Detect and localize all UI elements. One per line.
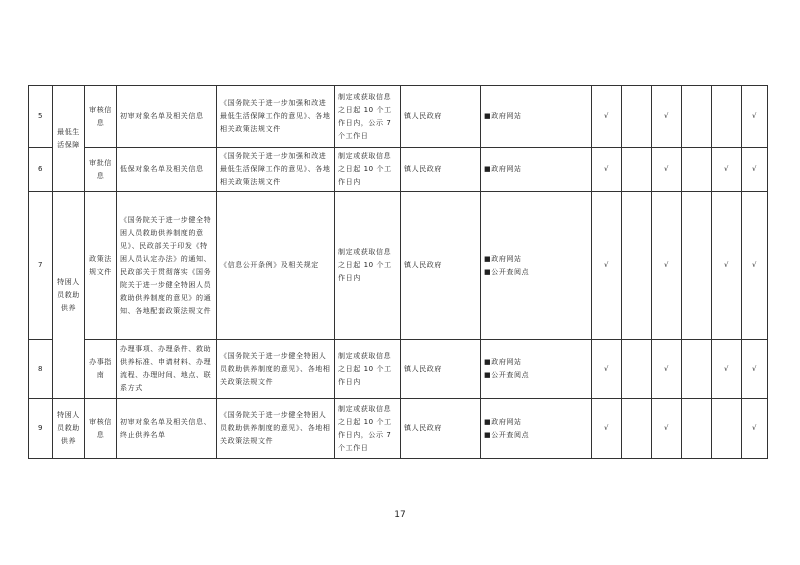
category-cell: 特困人员救助供养 xyxy=(53,192,85,399)
row-number: 9 xyxy=(29,399,53,459)
check-cell: √ xyxy=(592,148,622,192)
category-cell: 特困人员救助供养 xyxy=(53,399,85,459)
timeline-cell: 制定或获取信息之日起 10 个工作日内，公示 7 个工作日 xyxy=(335,86,401,148)
subject-cell: 镇人民政府 xyxy=(401,192,481,340)
check-cell: √ xyxy=(712,192,742,340)
check-cell: √ xyxy=(712,340,742,399)
check-cell xyxy=(682,192,712,340)
basis-cell: 《国务院关于进一步加强和改进最低生活保障工作的意见》、各地相关政策法规文件 xyxy=(217,148,335,192)
check-cell: √ xyxy=(652,399,682,459)
basis-cell: 《国务院关于进一步健全特困人员救助供养制度的意见》、各地相关政策法规文件 xyxy=(217,340,335,399)
check-cell xyxy=(622,399,652,459)
check-cell: √ xyxy=(652,340,682,399)
timeline-cell: 制定或获取信息之日起 10 个工作日内 xyxy=(335,340,401,399)
item-cell: 办事指南 xyxy=(85,340,117,399)
channel-item: ■政府网站 xyxy=(484,417,522,426)
category-cell: 最低生活保障 xyxy=(53,86,85,192)
basis-cell: 《信息公开条例》及相关规定 xyxy=(217,192,335,340)
table-row xyxy=(29,148,768,192)
check-cell xyxy=(622,148,652,192)
basis-cell: 《国务院关于进一步健全特困人员救助供养制度的意见》、各地相关政策法规文件 xyxy=(217,399,335,459)
subject-cell: 镇人民政府 xyxy=(401,86,481,148)
channel-item: ■政府网站 xyxy=(484,112,522,120)
check-cell: √ xyxy=(592,86,622,148)
table-row xyxy=(29,86,768,148)
channel-cell xyxy=(481,192,592,340)
content-cell: 《国务院关于进一步健全特困人员救助供养制度的意见》、民政部关于印发《特困人员认定办法》的通知、民政部关于贯彻落实《国务院关于进一步健全特困人员救助供养制度的意见》的通知、各地配套政策法规文件 xyxy=(117,192,217,340)
table-row xyxy=(29,399,768,459)
table-row xyxy=(29,192,768,340)
check-cell xyxy=(682,148,712,192)
row-number: 8 xyxy=(29,340,53,399)
check-cell xyxy=(712,86,742,148)
subject-cell: 镇人民政府 xyxy=(401,399,481,459)
item-cell: 审核信息 xyxy=(85,86,117,148)
check-cell: √ xyxy=(742,399,768,459)
row-number: 7 xyxy=(29,192,53,340)
row-number: 5 xyxy=(29,86,53,148)
check-cell: √ xyxy=(592,340,622,399)
check-cell xyxy=(622,192,652,340)
timeline-cell: 制定或获取信息之日起 10 个工作日内 xyxy=(335,148,401,192)
channel-cell xyxy=(481,399,592,459)
check-cell xyxy=(682,86,712,148)
channel-item: ■公开查阅点 xyxy=(484,371,530,379)
check-cell xyxy=(622,340,652,399)
check-cell: √ xyxy=(592,399,622,459)
check-cell xyxy=(622,86,652,148)
table-row xyxy=(29,340,768,399)
timeline-cell: 制定或获取信息之日起 10 个工作日内，公示 7 个工作日 xyxy=(335,399,401,459)
channel-item: ■政府网站 xyxy=(484,165,522,173)
channel-item: ■政府网站 xyxy=(484,358,522,366)
content-cell: 低保对象名单及相关信息 xyxy=(117,148,217,192)
channel-cell xyxy=(481,86,592,148)
timeline-cell: 制定或获取信息之日起 10 个工作日内 xyxy=(335,192,401,340)
check-cell: √ xyxy=(652,148,682,192)
check-cell: √ xyxy=(712,148,742,192)
check-cell: √ xyxy=(742,148,768,192)
content-cell: 办理事项、办理条件、救助供养标准、申请材料、办理流程、办理时间、地点、联系方式 xyxy=(117,340,217,399)
content-cell: 初审对象名单及相关信息、终止供养名单 xyxy=(117,399,217,459)
check-cell: √ xyxy=(742,86,768,148)
check-cell: √ xyxy=(652,192,682,340)
subject-cell: 镇人民政府 xyxy=(401,148,481,192)
page-number: 17 xyxy=(394,510,406,520)
channel-item: ■公开查阅点 xyxy=(484,430,530,439)
check-cell: √ xyxy=(592,192,622,340)
item-cell: 审核信息 xyxy=(85,399,117,459)
basis-cell: 《国务院关于进一步加强和改进最低生活保障工作的意见》、各地相关政策法规文件 xyxy=(217,86,335,148)
check-cell: √ xyxy=(742,340,768,399)
content-cell: 初审对象名单及相关信息 xyxy=(117,86,217,148)
check-cell xyxy=(682,399,712,459)
row-number: 6 xyxy=(29,148,53,192)
check-cell xyxy=(712,399,742,459)
channel-cell xyxy=(481,340,592,399)
channel-item: ■政府网站 xyxy=(484,254,522,263)
channel-cell xyxy=(481,148,592,192)
check-cell xyxy=(682,340,712,399)
subject-cell: 镇人民政府 xyxy=(401,340,481,399)
channel-item: ■公开查阅点 xyxy=(484,267,530,276)
item-cell: 审批信息 xyxy=(85,148,117,192)
item-cell: 政策法规文件 xyxy=(85,192,117,340)
check-cell: √ xyxy=(652,86,682,148)
check-cell: √ xyxy=(742,192,768,340)
disclosure-table xyxy=(28,85,768,459)
